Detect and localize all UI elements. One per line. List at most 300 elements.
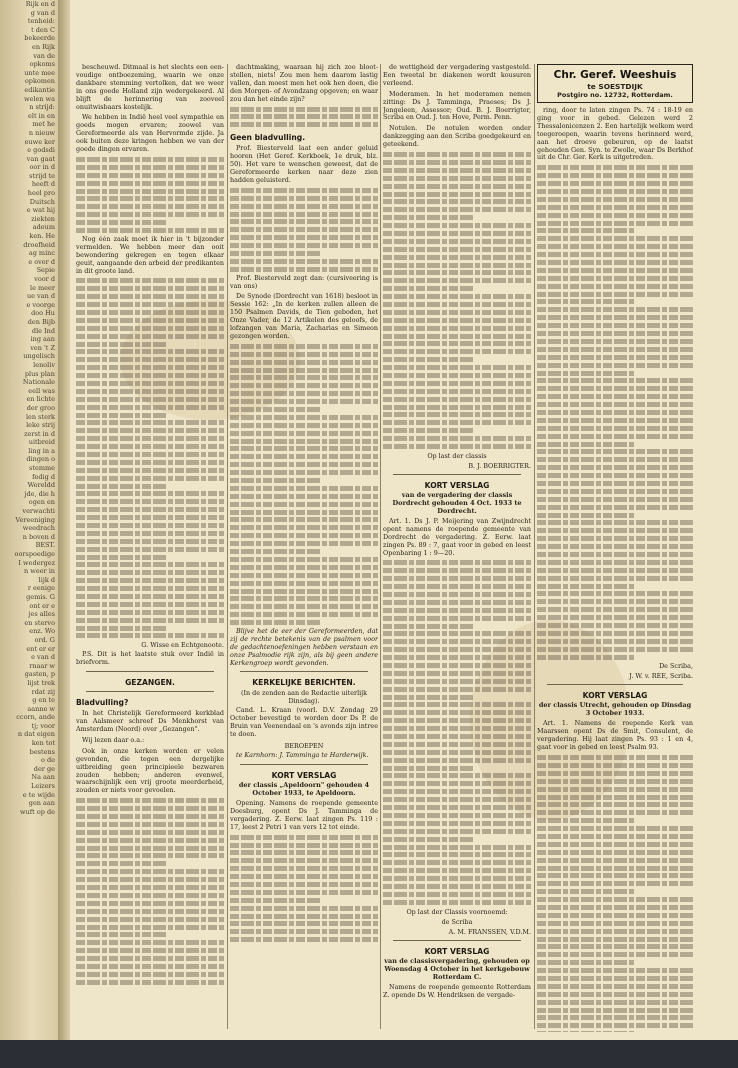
text-line	[230, 596, 378, 601]
spine-text-fragment: ue van d	[26, 292, 55, 301]
spine-text-fragment: eell was	[28, 386, 55, 395]
subheading-geen-bladvulling: Geen bladvulling.	[230, 133, 306, 143]
text-line	[76, 334, 224, 339]
text-line	[76, 381, 224, 386]
text-line	[230, 882, 378, 887]
text-line	[76, 342, 168, 347]
text-line	[537, 442, 634, 447]
spine-text-fragment: wuft op de	[20, 807, 55, 816]
spine-text-fragment: ag minc	[28, 249, 55, 258]
text-line	[383, 852, 531, 857]
column-1-paragraph: We hebben in Indië heel veel sympathie en goeds mogen ervaren; zoowel van Gereformeerde als van Hervormde zijde. Ja ook buiten deze kringen hebben we van der goede dingen ervaren.	[76, 113, 224, 154]
text-line	[76, 578, 224, 583]
text-line	[383, 160, 531, 165]
text-line	[76, 165, 224, 170]
text-line	[537, 787, 693, 792]
text-line	[383, 592, 531, 597]
text-line	[537, 802, 693, 807]
text-line	[537, 639, 693, 644]
text-line	[230, 510, 378, 515]
text-line	[383, 349, 531, 354]
text-line	[230, 866, 378, 871]
text-line	[76, 357, 224, 362]
text-line	[230, 227, 378, 232]
text-line	[76, 547, 224, 552]
spine-text-fragment: gen aan	[28, 799, 55, 808]
kerkelijke-text: Cand. L. Kraan (voorl. D.V. Zondag 29 October bevestigd te worden door Ds P. de Bruin van Veenendaal en 's avonds zijn intree te doen.	[230, 706, 378, 739]
text-line	[76, 349, 224, 354]
text-line	[537, 576, 693, 581]
text-line	[230, 573, 378, 578]
text-line	[76, 980, 224, 985]
text-line	[537, 284, 693, 289]
notulen-text: Notulen. De notulen worden onder dankzegging aan den Scriba goedgekeurd en geteekend.	[383, 124, 531, 149]
text-line	[76, 838, 224, 843]
column-3-intro: de wettigheid der vergadering vastgesteld. Een tweetal br. diakenen wordt kousuren verleend.	[383, 64, 531, 87]
text-line	[537, 1008, 693, 1013]
verslag-text: Art. 1. Ds J. P. Meijering van Zwijndrecht opent namens de roepende gemeente van Dordrecht de vergadering. Z. Eerw. laat zingen Ps. 89 : 7, gaat voor in gebed en leest Openbaring 1 : 9—20.	[383, 516, 531, 557]
text-line	[230, 494, 378, 499]
spine-text-fragment: ccorn, ande	[16, 713, 55, 722]
spine-text-fragment: lenoliv	[33, 360, 55, 369]
text-line	[383, 718, 531, 723]
text-placeholder-block	[230, 188, 378, 272]
text-line	[537, 497, 693, 502]
text-line	[537, 810, 693, 815]
spine-text-fragment: le meer	[30, 283, 55, 292]
text-line	[76, 444, 224, 449]
text-line	[537, 795, 693, 800]
section-heading-kerkelijke-berichten: KERKELIJKE BERICHTEN.	[252, 678, 356, 688]
text-line	[230, 375, 378, 380]
text-line	[230, 589, 378, 594]
text-line	[537, 347, 693, 352]
spine-text-fragment: en stervo	[24, 618, 55, 627]
text-line	[230, 219, 378, 224]
text-line	[537, 552, 693, 557]
text-line	[76, 302, 224, 307]
text-line	[537, 473, 693, 478]
text-line	[76, 822, 224, 827]
verslag-text: Art. 1. Namens de roepende Kerk van Maarssen opent Ds de Smit, Consulent, de vergadering. Hij laat zingen Ps. 93 : 1 en 4, gaat voor in gebed en leest Psalm 93.	[537, 719, 693, 752]
spine-text-fragment: ent er er	[26, 644, 55, 653]
section-heading-gezangen: GEZANGEN.	[125, 678, 175, 688]
text-line	[537, 276, 693, 281]
text-line	[537, 591, 693, 596]
spine-text-fragment: der groo	[26, 403, 55, 412]
text-line	[230, 470, 378, 475]
text-line	[76, 286, 224, 291]
text-line	[383, 278, 531, 283]
spine-text-fragment: e van d	[31, 653, 55, 662]
text-line	[537, 818, 634, 823]
text-line	[76, 901, 224, 906]
text-line	[537, 544, 693, 549]
text-line	[76, 539, 224, 544]
text-line	[383, 412, 531, 417]
signoff-line: de Scriba	[441, 917, 473, 926]
text-line	[383, 255, 531, 260]
text-line	[537, 984, 693, 989]
spine-text-fragment: en lichte	[26, 395, 55, 404]
text-line	[76, 220, 168, 225]
text-line	[537, 937, 693, 942]
spine-text-fragment: tj; voor	[31, 721, 55, 730]
text-line	[537, 402, 693, 407]
text-line	[383, 616, 531, 621]
text-line	[76, 413, 168, 418]
spine-text-fragment: dingen o	[26, 455, 55, 464]
text-line	[537, 434, 693, 439]
column-1-paragraph: Nog één zaak moet ik hier in 't bijzonder vermelden. We hebben meer dan ooit bewondering gekregen en tegen elkaar geuit, aangaande den arbeid der predikanten in dit groote land.	[76, 234, 224, 275]
text-line	[383, 397, 531, 402]
text-line	[383, 207, 531, 212]
text-line	[383, 884, 531, 889]
column-2-paragraph: De Synode (Dordrecht van 1618) besloot in Sessie 162: „In de kerken zullen alleen de 150 Psalmen Davids, de Tien geboden, het Onze Vader, de 12 Artikelen des geloofs, de lofzangen van Maria, Zacharias en Simeon gezongen worden.	[230, 292, 378, 340]
text-line	[230, 835, 378, 840]
spine-text-fragment: ken. He	[29, 232, 55, 241]
text-line	[537, 913, 693, 918]
spine-text-fragment: ungelisch	[23, 352, 55, 361]
text-line	[76, 594, 224, 599]
text-line	[230, 898, 322, 903]
text-line	[537, 826, 693, 831]
column-2-paragraph: Prof. Biesterveld laat een ander geluid hooren (Het Geref. Kerkboek, 1e druk, blz. 50). Het vare te wenschen geweest, dat de Gereformeerde kerken naar deze zien hadden geluisterd.	[230, 144, 378, 184]
column-4	[537, 64, 693, 1032]
text-placeholder-block	[76, 278, 224, 638]
text-line	[537, 779, 693, 784]
text-line	[537, 268, 693, 273]
text-line	[76, 507, 224, 512]
column-1-intro: bescheuwd. Ditmaal is het slechts een een-voudige ontboezeming, waarin we onze dankbare stemming vertolken, dat we weer in ons goede Holland zijn wedergekeerd. Al blijft de herinnering van zooveel onuitwisbaars kostelijk.	[76, 64, 224, 111]
signoff-name: J. W. v. REE, Scriba.	[629, 672, 693, 681]
spine-text-fragment: droefheid	[23, 240, 55, 249]
spine-text-fragment: tenheid:	[27, 17, 55, 26]
text-line	[383, 334, 531, 339]
text-line	[230, 439, 378, 444]
text-line	[76, 460, 224, 465]
text-placeholder-block	[76, 157, 224, 233]
verslag-subheading: van de classisvergadering, gehouden op Woensdag 4 October in het kerkgebouw Rotterdam C.	[384, 956, 530, 981]
text-line	[383, 876, 531, 881]
text-line	[383, 176, 531, 181]
text-line	[76, 877, 224, 882]
text-line	[537, 858, 693, 863]
text-line	[383, 797, 531, 802]
text-line	[383, 223, 531, 228]
spine-text-fragment: ven 't Z	[30, 343, 55, 352]
text-line	[537, 1015, 693, 1020]
text-line	[537, 197, 693, 202]
text-line	[383, 231, 531, 236]
text-line	[537, 834, 693, 839]
text-line	[537, 842, 693, 847]
text-line	[76, 940, 224, 945]
text-line	[76, 633, 224, 638]
text-line	[537, 292, 693, 297]
column-2-intro: dachtmaking, waaraan hij zich zoo bloot-stellen, niets! Zou men hem daarom lastig vallen, dan moest men het ook hen doen, die den Morgen- of Avondzang opgeven; en waar zou dan het einde zijn?	[230, 64, 378, 103]
text-line	[76, 626, 168, 631]
text-line	[76, 491, 224, 496]
text-line	[76, 204, 224, 209]
text-line	[537, 252, 693, 257]
section-divider	[393, 474, 521, 475]
text-line	[537, 615, 693, 620]
text-line	[76, 846, 224, 851]
text-line	[383, 428, 475, 433]
text-line	[76, 515, 224, 520]
text-line	[537, 584, 634, 589]
spine-text-fragment: verwachti	[22, 507, 55, 516]
advertisement-title: Chr. Geref. Weeshuis	[553, 69, 677, 81]
spine-text-fragment: den Bijb	[27, 317, 55, 326]
text-line	[537, 323, 693, 328]
spine-text-fragment: Duitsch	[29, 197, 55, 206]
spine-text-fragment: van gaat	[26, 154, 55, 163]
spine-text-fragment: r eenige	[27, 584, 55, 593]
text-line	[230, 478, 322, 483]
text-line	[230, 431, 378, 436]
spine-text-fragment: oor in d	[29, 163, 55, 172]
advertisement-postgiro: Postgiro no. 12732, Rotterdam.	[557, 91, 673, 99]
text-line	[76, 948, 224, 953]
text-line	[537, 960, 634, 965]
text-line	[537, 205, 693, 210]
text-line	[383, 215, 475, 220]
spine-text-fragment: adeum	[32, 223, 55, 232]
text-line	[537, 378, 693, 383]
text-line	[537, 244, 693, 249]
text-line	[537, 363, 693, 368]
text-line	[383, 805, 531, 810]
text-line	[76, 861, 168, 866]
spine-text-fragment: ing aan	[30, 335, 55, 344]
spine-text-fragment: n dat eigen	[17, 730, 55, 739]
text-line	[230, 549, 322, 554]
text-line	[537, 528, 693, 533]
text-line	[537, 763, 693, 768]
text-line	[76, 294, 224, 299]
text-line	[383, 184, 531, 189]
spine-text-fragment: Sepie	[36, 266, 55, 275]
text-line	[230, 874, 378, 879]
spine-text-fragment: n strijd:	[29, 103, 55, 112]
spine-text-fragment: strijd te	[29, 171, 55, 180]
text-line	[76, 610, 224, 615]
text-line	[537, 465, 693, 470]
text-line	[383, 647, 531, 652]
text-placeholder-block	[230, 107, 378, 128]
text-line	[230, 517, 378, 522]
spine-text-fragment: stemme	[29, 464, 55, 473]
text-line	[537, 213, 693, 218]
section-heading-kort-verslag: KORT VERSLAG	[424, 946, 490, 956]
text-line	[230, 502, 378, 507]
text-line	[76, 562, 224, 567]
spine-text-fragment: Nationale	[22, 378, 55, 387]
text-line	[76, 181, 224, 186]
text-line	[230, 620, 322, 625]
text-line	[230, 921, 378, 926]
spine-text-fragment: met he	[32, 120, 55, 129]
spine-text-fragment: jde, die h	[24, 489, 55, 498]
text-line	[76, 326, 224, 331]
spine-text-fragment: uitbreid	[28, 438, 55, 447]
quote-intro: Wij lezen daar o.a.:	[82, 735, 145, 744]
text-line	[76, 428, 224, 433]
text-line	[537, 944, 693, 949]
spine-text-fragment: elt in en	[28, 111, 55, 120]
text-line	[383, 420, 531, 425]
text-line	[537, 189, 693, 194]
binding-gutter	[58, 0, 70, 1068]
text-line	[76, 173, 224, 178]
text-line	[383, 687, 531, 692]
text-line	[76, 420, 224, 425]
spine-text-fragment: ling in a	[28, 446, 55, 455]
text-line	[383, 263, 531, 268]
text-line	[230, 352, 378, 357]
column-rule	[534, 64, 535, 1029]
text-line	[76, 972, 224, 977]
text-line	[76, 212, 224, 217]
spine-text-fragment: n nieuw	[28, 128, 55, 137]
text-line	[383, 199, 531, 204]
text-line	[383, 310, 531, 315]
text-line	[230, 486, 378, 491]
spine-text-fragment: I wedergez	[18, 558, 55, 567]
text-line	[537, 339, 693, 344]
text-line	[230, 188, 378, 193]
section-divider	[547, 684, 683, 685]
text-line	[76, 523, 224, 528]
text-placeholder-block	[537, 755, 693, 1032]
text-line	[383, 341, 531, 346]
verslag-subheading: van de vergadering der classis Dordrecht gehouden 4 Oct. 1933 te Dordrecht.	[392, 490, 522, 515]
spine-text-fragment: e wat hij	[26, 206, 55, 215]
text-line	[383, 294, 531, 299]
text-line	[76, 964, 224, 969]
spine-text-fragment: e voorge	[26, 300, 55, 309]
section-divider	[86, 691, 214, 692]
text-line	[230, 383, 378, 388]
text-line	[383, 608, 531, 613]
text-line	[383, 734, 531, 739]
text-line	[383, 373, 531, 378]
text-line	[383, 436, 531, 441]
text-line	[76, 909, 224, 914]
spine-text-fragment: BEST.	[35, 541, 55, 550]
text-line	[76, 397, 224, 402]
column-2	[230, 64, 378, 1032]
text-line	[383, 624, 475, 629]
section-divider	[86, 671, 214, 672]
spine-text-fragment: lijk d	[38, 575, 55, 584]
signoff-name: B. J. BOERRIGTER.	[468, 461, 531, 470]
spine-text-fragment: e over d	[28, 257, 55, 266]
text-line	[383, 781, 531, 786]
text-line	[230, 114, 378, 119]
text-line	[383, 639, 531, 644]
text-line	[76, 555, 168, 560]
text-line	[383, 318, 531, 323]
text-line	[383, 192, 531, 197]
text-line	[537, 881, 693, 886]
advertisement-box	[537, 64, 693, 103]
text-line	[537, 873, 693, 878]
spine-text-fragment: rdat zij	[31, 687, 55, 696]
section-divider	[240, 764, 368, 765]
text-line	[230, 906, 378, 911]
text-line	[76, 310, 224, 315]
column-rule	[227, 64, 228, 1029]
text-line	[76, 570, 224, 575]
text-line	[537, 449, 693, 454]
text-line	[383, 389, 531, 394]
text-line	[230, 407, 322, 412]
spine-text-fragment: ziekten	[31, 214, 55, 223]
text-line	[537, 992, 693, 997]
spine-text-fragment: Leizers	[31, 782, 55, 791]
text-line	[537, 481, 693, 486]
text-line	[230, 843, 378, 848]
text-line	[76, 806, 224, 811]
text-line	[76, 228, 224, 233]
text-line	[537, 228, 634, 233]
text-line	[537, 866, 693, 871]
spine-text-fragment: ogen en	[28, 498, 55, 507]
column-rule	[380, 64, 381, 1029]
background-edge	[0, 1040, 738, 1068]
spine-text-fragment: bekeerde	[24, 34, 55, 43]
text-line	[537, 850, 693, 855]
text-line	[383, 560, 531, 565]
text-line	[537, 307, 693, 312]
spine-text-fragment: ord. G	[34, 635, 55, 644]
signoff-line: Op last der Classis voornoemd:	[406, 907, 508, 916]
spine-text-fragment: gemis. G	[26, 592, 55, 601]
text-line	[537, 173, 693, 178]
text-line	[76, 853, 224, 858]
text-line	[537, 315, 693, 320]
spine-text-fragment: oorspoedige	[14, 550, 55, 558]
text-placeholder-block	[383, 560, 531, 904]
column-2-conclusion: Blijve het de eer der Gereformeerden, dat zij de rechte betekenis van de psalmen voor de gedachtenoefeningen hebben verstaan en onze Psalmodie rijk zijn, als bij geen andere Kerkengroep wordt gevonden.	[230, 626, 378, 667]
text-line	[230, 212, 378, 217]
text-line	[383, 168, 531, 173]
text-line	[383, 821, 531, 826]
text-line	[383, 239, 531, 244]
text-line	[383, 365, 531, 370]
text-line	[537, 520, 693, 525]
text-line	[537, 371, 634, 376]
spine-text-fragment: opkomen	[24, 77, 55, 86]
text-line	[383, 758, 531, 763]
spine-text-fragment: lijst trek	[27, 678, 55, 687]
text-line	[537, 599, 693, 604]
text-line	[383, 710, 531, 715]
moderamen-text: Moderamen. In het moderamen nemen zitting: Ds J. Tamminga, Praeses; Ds J. Jongeleen, Assessor; Oud. B. J. Boerrigter, Scriba en Oud. J. ten Hove, Perm. Penn.	[383, 89, 531, 122]
text-line	[76, 373, 224, 378]
text-line	[383, 845, 531, 850]
text-line	[537, 355, 693, 360]
text-line	[76, 814, 224, 819]
text-line	[537, 1000, 693, 1005]
text-line	[230, 196, 378, 201]
spine-text-fragment: leke strij	[26, 421, 55, 430]
text-line	[537, 418, 693, 423]
subheading-bladvulling: Bladvulling?	[76, 698, 129, 708]
